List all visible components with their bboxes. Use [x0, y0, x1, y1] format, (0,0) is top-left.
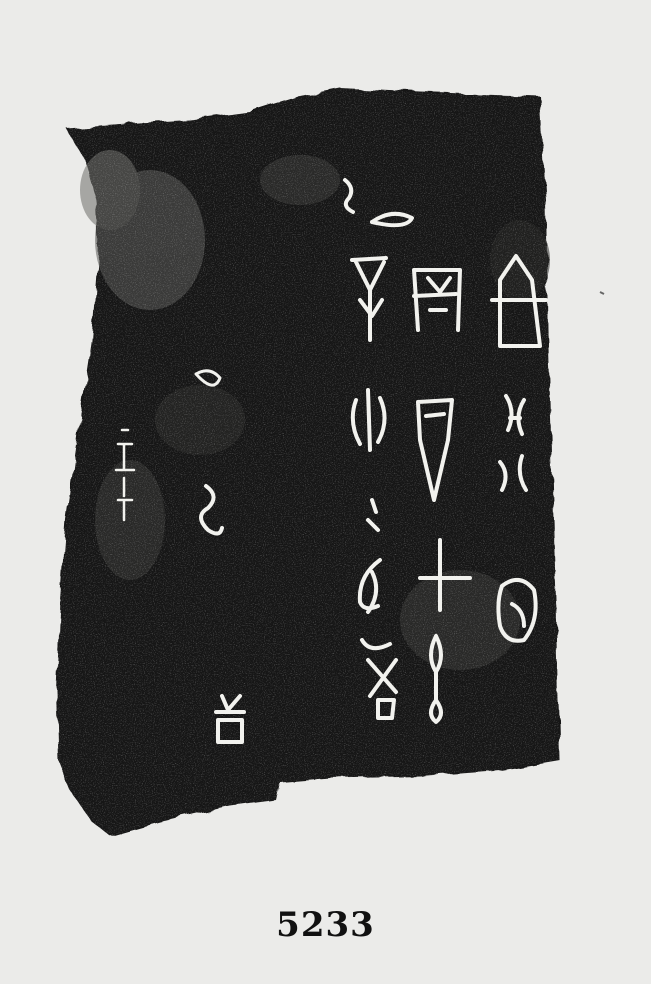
page-corner-mark [600, 292, 604, 294]
rubbing-texture [56, 88, 560, 836]
catalog-number: 5233 [276, 905, 375, 945]
